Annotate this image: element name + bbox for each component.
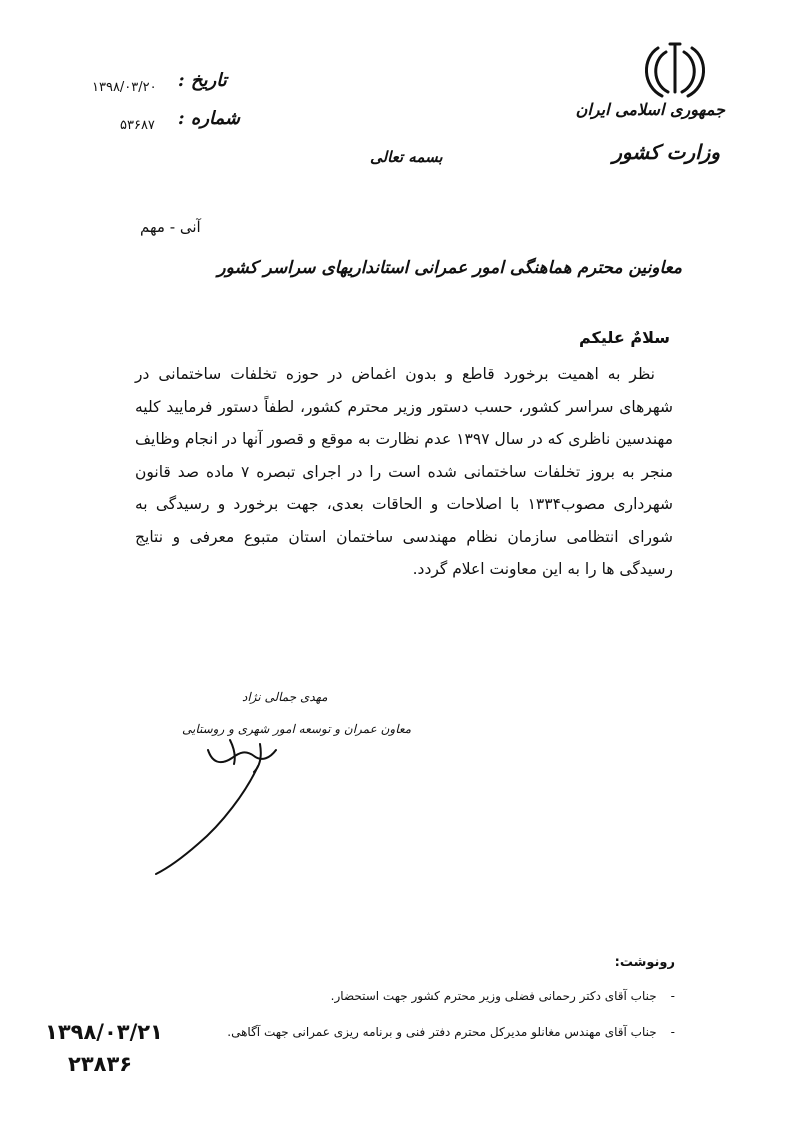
number-value: ۵۳۶۸۷: [120, 118, 155, 133]
cc-item: -جناب آقای مهندس مغانلو مدیرکل محترم دفتر فنی و برنامه ریزی عمرانی جهت آگاهی.: [227, 1025, 675, 1039]
recipient: معاونین محترم هماهنگی امور عمرانی استانداریهای سراسر کشور: [217, 258, 682, 278]
date-label: تاریخ :: [178, 70, 227, 91]
cc-item: -جناب آقای دکتر رحمانی فضلی وزیر محترم کشور جهت استحضار.: [330, 989, 675, 1003]
letter-body: [135, 358, 673, 586]
besmellah: بسمه تعالی: [370, 148, 443, 166]
number-label: شماره :: [178, 108, 241, 129]
iran-emblem-icon: [640, 40, 710, 102]
signer-name: مهدی جمالی نژاد: [242, 690, 328, 704]
registration-date: ۱۳۹۸/۰۳/۲۱: [45, 1020, 163, 1044]
republic-title: جمهوری اسلامی ایران: [575, 100, 725, 119]
body-paragraph: نظر به اهمیت برخورد قاطع و بدون اغماض در حوزه تخلفات ساختمانی در شهرهای سراسر کشور، حسب دستور وزیر محترم کشور، لطفاً دستور فرمایید کلیه مهندسین ناظری که در سال ۱۳۹۷ عدم نظارت به موقع و قصور آنها در انجام وظایف منجر به بروز تخلفات ساختمانی شده است را در اجرای تبصره ۷ ماده صد قانون شهرداری مصوب۱۳۳۴ با اصلاحات و الحاقات بعدی، جهت برخورد و رسیدگی به شورای انتظامی سازمان نظام مهندسی ساختمان استان متبوع معرفی و نتایج رسیدگی ها را به این معاونت اعلام گردد.: [134, 365, 674, 578]
salutation: سلامٌ علیکم: [578, 328, 670, 347]
ministry-title: وزارت کشور: [612, 140, 720, 164]
signer-title: معاون عمران و توسعه امور شهری و روستایی: [182, 722, 412, 736]
cc-title: رونوشت:: [614, 955, 675, 970]
urgency-label: آنی - مهم: [140, 218, 201, 236]
handwritten-signature: [150, 700, 350, 880]
date-value: ۱۳۹۸/۰۳/۲۰: [92, 80, 157, 95]
cc-list: [227, 978, 675, 1050]
registration-number: ۲۳۸۳۶: [68, 1052, 133, 1076]
